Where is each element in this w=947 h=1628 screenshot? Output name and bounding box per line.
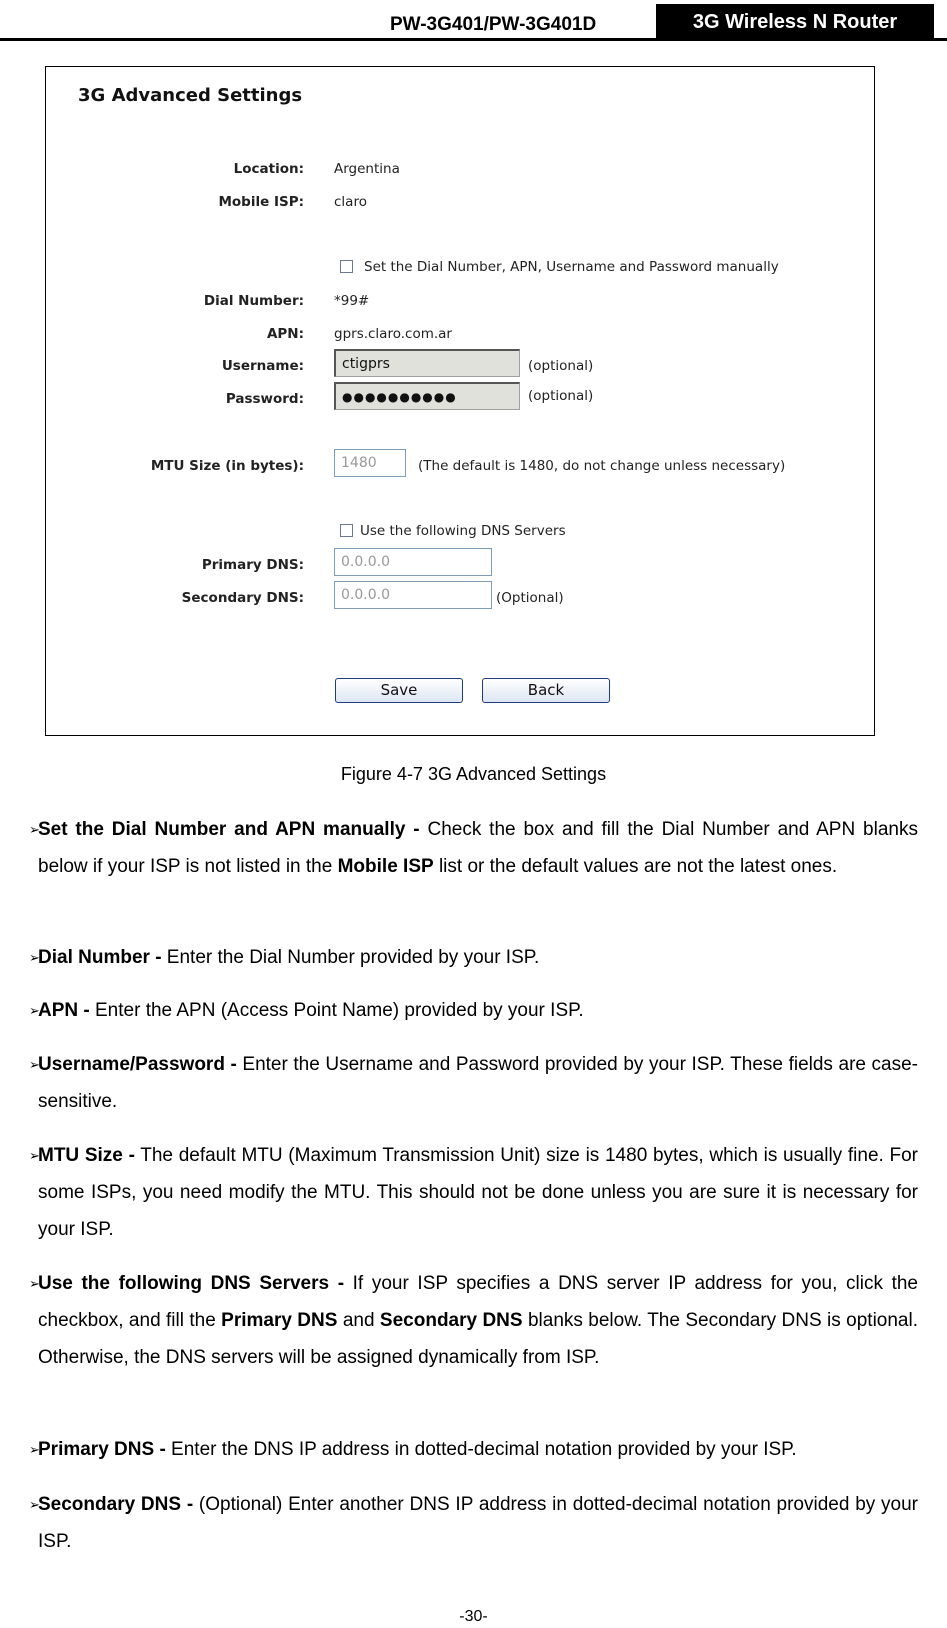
primary-dns-label: Primary DNS: [201,557,304,573]
bullet-icon: ➢ [29,1148,40,1163]
bullet-icon: ➢ [29,950,40,965]
bullet-icon: ➢ [29,1003,40,1018]
dns-checkbox-label: Use the following DNS Servers [360,523,566,539]
page-header [0,0,947,44]
manual-checkbox[interactable] [340,260,353,273]
header-rule [0,38,947,41]
list-item [29,1265,918,1376]
settings-screenshot [45,66,875,736]
item-text: Enter the Username and Password provided by your ISP. These fields are case-sensitive. [38,1054,918,1112]
password-label: Password: [225,391,304,407]
item-term: Secondary DNS - [38,1494,194,1515]
apn-label: APN: [266,326,304,342]
save-button[interactable]: Save [335,678,463,703]
back-button[interactable]: Back [482,678,610,703]
item-text: blanks below. The Secondary DNS is optional. Otherwise, the DNS servers will be assigned dynamically from ISP. [38,1310,918,1368]
location-value: Argentina [334,161,400,177]
list-item [29,1431,918,1468]
item-term: Use the following DNS Servers - [38,1273,345,1294]
list-item [29,811,918,885]
dial-number-label: Dial Number: [203,293,304,309]
item-bold: Secondary DNS [379,1310,523,1331]
manual-checkbox-label: Set the Dial Number, APN, Username and Password manually [364,259,779,275]
list-item [29,1486,919,1560]
mtu-input[interactable]: 1480 [334,449,406,477]
mtu-label: MTU Size (in bytes): [150,458,304,474]
bullet-icon: ➢ [29,1276,40,1291]
item-term: Primary DNS - [38,1439,166,1460]
item-text: Enter the DNS IP address in dotted-decimal notation provided by your ISP. [165,1439,797,1460]
list-item [29,939,918,976]
bullet-icon: ➢ [29,822,40,837]
item-term: MTU Size - [38,1145,135,1166]
bullet-icon: ➢ [29,1442,40,1457]
item-text: list or the default values are not the latest ones. [433,856,838,877]
username-label: Username: [221,358,304,374]
location-label: Location: [233,161,304,177]
list-item [29,1046,918,1120]
password-input[interactable]: ●●●●●●●●●● [334,382,520,410]
list-item [29,992,918,1029]
item-bold: Mobile ISP [337,856,434,877]
username-input[interactable]: ctigprs [334,349,520,377]
password-note: (optional) [528,388,594,404]
bullet-icon: ➢ [29,1497,40,1512]
mtu-note: (The default is 1480, do not change unless necessary) [418,458,786,474]
isp-value: claro [334,194,367,210]
settings-title: 3G Advanced Settings [78,85,303,106]
primary-dns-input[interactable]: 0.0.0.0 [334,548,492,576]
item-text: Enter the APN (Access Point Name) provided by your ISP. [89,1000,584,1021]
dial-number-value: *99# [334,293,370,309]
item-text: (Optional) Enter another DNS IP address in dotted-decimal notation provided by your ISP. [38,1494,919,1552]
secondary-dns-note: (Optional) [496,590,564,606]
list-item [29,1137,918,1248]
item-term: APN - [38,1000,90,1021]
item-bold: Primary DNS [221,1310,338,1331]
item-term: Set the Dial Number and APN manually - [38,819,420,840]
username-note: (optional) [528,358,594,374]
product-tab: 3G Wireless N Router [656,4,934,40]
secondary-dns-input[interactable]: 0.0.0.0 [334,581,492,609]
bullet-icon: ➢ [29,1057,40,1072]
item-text: The default MTU (Maximum Transmission Unit) size is 1480 bytes, which is usually fine. For some ISPs, you need modify the MTU. This should not be done unless you are sure it is necessary for your ISP. [38,1145,918,1240]
item-term: Dial Number - [38,947,162,968]
dns-checkbox[interactable] [340,524,353,537]
page-number: -30- [459,1608,488,1625]
isp-label: Mobile ISP: [218,194,304,210]
model-name: PW-3G401/PW-3G401D [390,14,597,35]
item-text: If your ISP specifies a DNS server IP address for you, click the checkbox, and fill the [38,1273,918,1331]
figure-caption: Figure 4-7 3G Advanced Settings [340,764,607,784]
item-text: and [337,1310,380,1331]
item-text: Enter the Dial Number provided by your ISP. [161,947,540,968]
apn-value: gprs.claro.com.ar [334,326,452,342]
item-text: Check the box and fill the Dial Number and APN blanks below if your ISP is not listed in the [38,819,918,877]
secondary-dns-label: Secondary DNS: [181,590,304,606]
item-term: Username/Password - [38,1054,237,1075]
